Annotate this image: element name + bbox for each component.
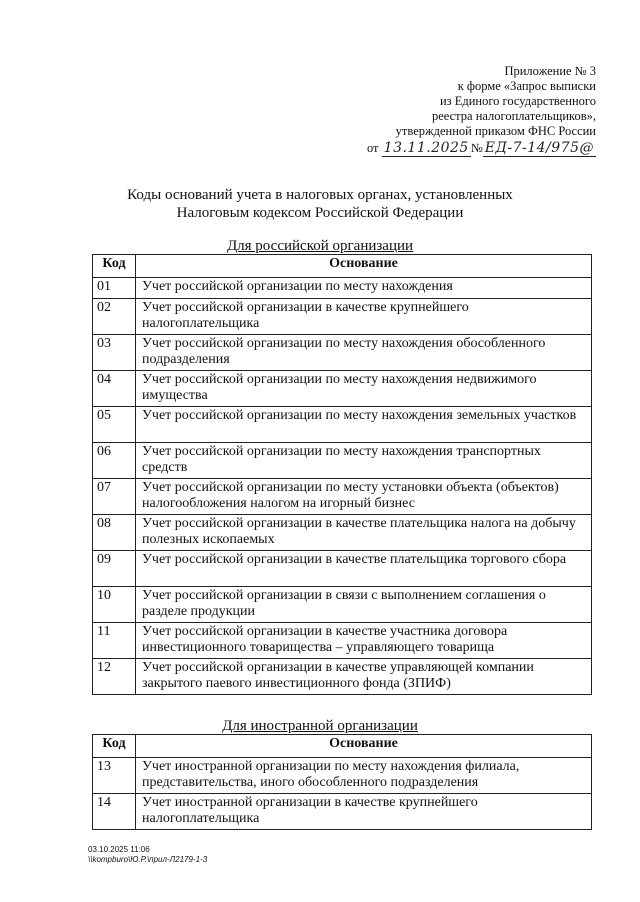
row-code: 03 — [93, 335, 136, 371]
foreign-codes-table — [92, 734, 592, 830]
table-row — [93, 659, 592, 695]
row-basis: Учет российской организации по месту нахождения недвижимого имущества — [136, 371, 592, 407]
row-code: 12 — [93, 659, 136, 695]
row-basis: Учет российской организации в качестве управляющей компании закрытого паевого инвестиционного фонда (ЗПИФ) — [136, 659, 592, 695]
order-number: ЕД-7-14/975@ — [484, 140, 594, 156]
order-date: 13.11.2025 — [383, 140, 469, 156]
row-code: 07 — [93, 479, 136, 515]
file-path: \\kompburo\Ю.Р.\прил-Л2179-1-3 — [88, 855, 208, 864]
appendix-header — [367, 64, 596, 157]
appendix-number: Приложение № 3 — [504, 64, 596, 78]
column-header-code: Код — [93, 255, 136, 278]
document-title — [0, 186, 640, 222]
print-timestamp: 03.10.2025 11:06 — [88, 845, 150, 854]
order-date-number — [367, 141, 596, 157]
table-row — [93, 515, 592, 551]
row-basis: Учет российской организации в качестве плательщика торгового сбора — [136, 551, 592, 587]
row-code: 01 — [93, 278, 136, 299]
form-reference: к форме «Запрос выписки — [457, 79, 596, 93]
table-row — [93, 299, 592, 335]
table-row — [93, 623, 592, 659]
table-row — [93, 443, 592, 479]
row-code: 02 — [93, 299, 136, 335]
column-header-basis: Основание — [136, 735, 592, 758]
table-row — [93, 371, 592, 407]
table-row — [93, 794, 592, 830]
row-code: 13 — [93, 758, 136, 794]
table-row — [93, 551, 592, 587]
title-line-1: Коды оснований учета в налоговых органах, установленных — [127, 187, 513, 203]
number-prefix: № — [470, 141, 483, 155]
title-line-2: Налоговым кодексом Российской Федерации — [176, 205, 464, 221]
row-basis: Учет российской организации в качестве крупнейшего налогоплательщика — [136, 299, 592, 335]
table-header-row — [93, 255, 592, 278]
row-code: 06 — [93, 443, 136, 479]
column-header-code: Код — [93, 735, 136, 758]
row-code: 04 — [93, 371, 136, 407]
row-basis: Учет иностранной организации по месту нахождения филиала, представительства, иного обособленного подразделения — [136, 758, 592, 794]
table-row — [93, 587, 592, 623]
foreign-section-caption: Для иностранной организации — [222, 718, 418, 734]
russian-table-body — [93, 278, 592, 695]
row-basis: Учет российской организации в связи с выполнением соглашения о разделе продукции — [136, 587, 592, 623]
russian-section-caption: Для российской организации — [226, 238, 414, 254]
row-code: 14 — [93, 794, 136, 830]
russian-codes-table — [92, 254, 592, 695]
row-code: 09 — [93, 551, 136, 587]
order-reference: утвержденной приказом ФНС России — [395, 124, 596, 138]
row-basis: Учет иностранной организации в качестве крупнейшего налогоплательщика — [136, 794, 592, 830]
row-code: 11 — [93, 623, 136, 659]
table-row — [93, 758, 592, 794]
row-basis: Учет российской организации по месту установки объекта (объектов) налогообложения налогом на игорный бизнес — [136, 479, 592, 515]
row-basis: Учет российской организации по месту нахождения транспортных средств — [136, 443, 592, 479]
row-code: 08 — [93, 515, 136, 551]
table-row — [93, 335, 592, 371]
row-code: 05 — [93, 407, 136, 443]
row-basis: Учет российской организации по месту нахождения обособленного подразделения — [136, 335, 592, 371]
date-prefix: от — [366, 141, 379, 155]
table-row — [93, 407, 592, 443]
foreign-table-body — [93, 758, 592, 830]
form-reference-cont: из Единого государственного — [439, 94, 596, 108]
table-row — [93, 278, 592, 299]
row-basis: Учет российской организации по месту нахождения земельных участков — [136, 407, 592, 443]
row-code: 10 — [93, 587, 136, 623]
table-header-row — [93, 735, 592, 758]
row-basis: Учет российской организации в качестве плательщика налога на добычу полезных ископаемых — [136, 515, 592, 551]
table-row — [93, 479, 592, 515]
form-reference-end: реестра налогоплательщиков», — [431, 109, 596, 123]
row-basis: Учет российской организации по месту нахождения — [136, 278, 592, 299]
column-header-basis: Основание — [136, 255, 592, 278]
document-footer — [88, 845, 207, 865]
row-basis: Учет российской организации в качестве участника договора инвестиционного товарищества – управляющего товарища — [136, 623, 592, 659]
